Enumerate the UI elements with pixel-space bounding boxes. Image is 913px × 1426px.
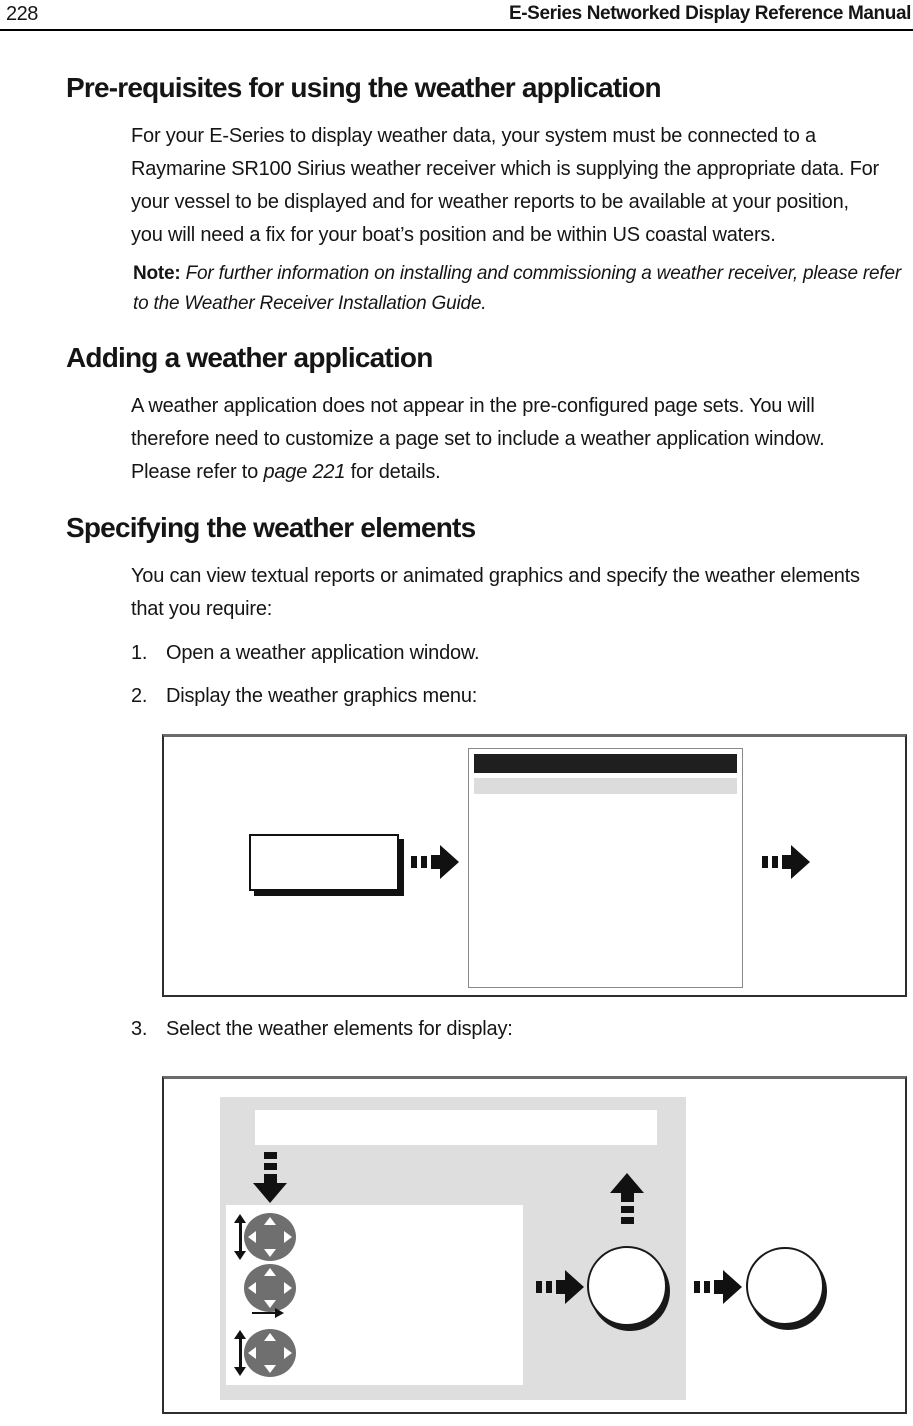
paragraph-line: that you require:	[131, 598, 273, 620]
menu-selected-row	[474, 778, 737, 794]
paragraph-line: therefore need to customize a page set to include a weather application window.	[131, 428, 825, 450]
trackpad-icon	[244, 1264, 296, 1312]
heading-adding: Adding a weather application	[66, 342, 433, 373]
heading-prerequisites: Pre-requisites for using the weather application	[66, 72, 661, 103]
step-2	[131, 683, 477, 709]
paragraph-adding	[131, 390, 825, 489]
paragraph-line	[131, 456, 825, 489]
right-small-arrow-icon	[252, 1308, 284, 1318]
trackpad-icon	[244, 1329, 296, 1377]
step-text: Display the weather graphics menu:	[166, 685, 478, 707]
step-text: Open a weather application window.	[166, 642, 480, 664]
header-rule	[0, 29, 913, 31]
note-line	[133, 259, 901, 289]
step-number: 1.	[131, 642, 148, 664]
menu-title-bar	[474, 754, 737, 773]
note-text: For further information on installing and commissioning a weather receiver, please refer	[185, 263, 901, 284]
line-text: for details.	[345, 461, 441, 483]
down-arrow-icon	[253, 1152, 287, 1203]
rotary-knob-icon	[587, 1246, 667, 1326]
paragraph-line: you will need a fix for your boat’s position and be within US coastal waters.	[131, 224, 776, 246]
right-arrow-icon	[762, 845, 810, 879]
line-text: Please refer to	[131, 461, 264, 483]
paragraph-line: A weather application does not appear in the pre-configured page sets. You will	[131, 395, 815, 417]
right-arrow-icon	[536, 1270, 584, 1304]
page-reference: page 221	[263, 461, 346, 483]
softkey-button-shape	[249, 834, 399, 891]
paragraph-prerequisites	[131, 120, 879, 252]
page-number: 228	[6, 3, 38, 25]
step-3	[131, 1016, 513, 1042]
step-1	[131, 640, 479, 666]
softkey-bar-shape	[255, 1110, 657, 1145]
right-arrow-icon	[694, 1270, 742, 1304]
up-arrow-icon	[610, 1173, 644, 1224]
paragraph-line: Raymarine SR100 Sirius weather receiver which is supplying the appropriate data. For	[131, 158, 880, 180]
paragraph-line: your vessel to be displayed and for weather reports to be available at your position,	[131, 191, 849, 213]
menu-panel	[468, 748, 743, 988]
step-number: 3.	[131, 1018, 148, 1040]
trackpad-icon	[244, 1213, 296, 1261]
note-label: Note:	[133, 263, 181, 284]
note-line: to the Weather Receiver Installation Guide.	[133, 293, 487, 314]
heading-specifying: Specifying the weather elements	[66, 512, 476, 543]
right-arrow-icon	[411, 845, 459, 879]
paragraph-line: For your E-Series to display weather data, your system must be connected to a	[131, 125, 816, 147]
paragraph-line: You can view textual reports or animated graphics and specify the weather elements	[131, 565, 860, 587]
figure-weather-graphics-menu	[162, 734, 907, 997]
rotary-knob-icon	[746, 1247, 824, 1325]
step-text: Select the weather elements for display:	[166, 1018, 513, 1040]
paragraph-specifying	[131, 560, 860, 626]
manual-title: E-Series Networked Display Reference Manual	[508, 3, 911, 24]
figure-weather-elements-selection	[162, 1076, 907, 1414]
note-block	[133, 259, 901, 319]
step-number: 2.	[131, 685, 148, 707]
